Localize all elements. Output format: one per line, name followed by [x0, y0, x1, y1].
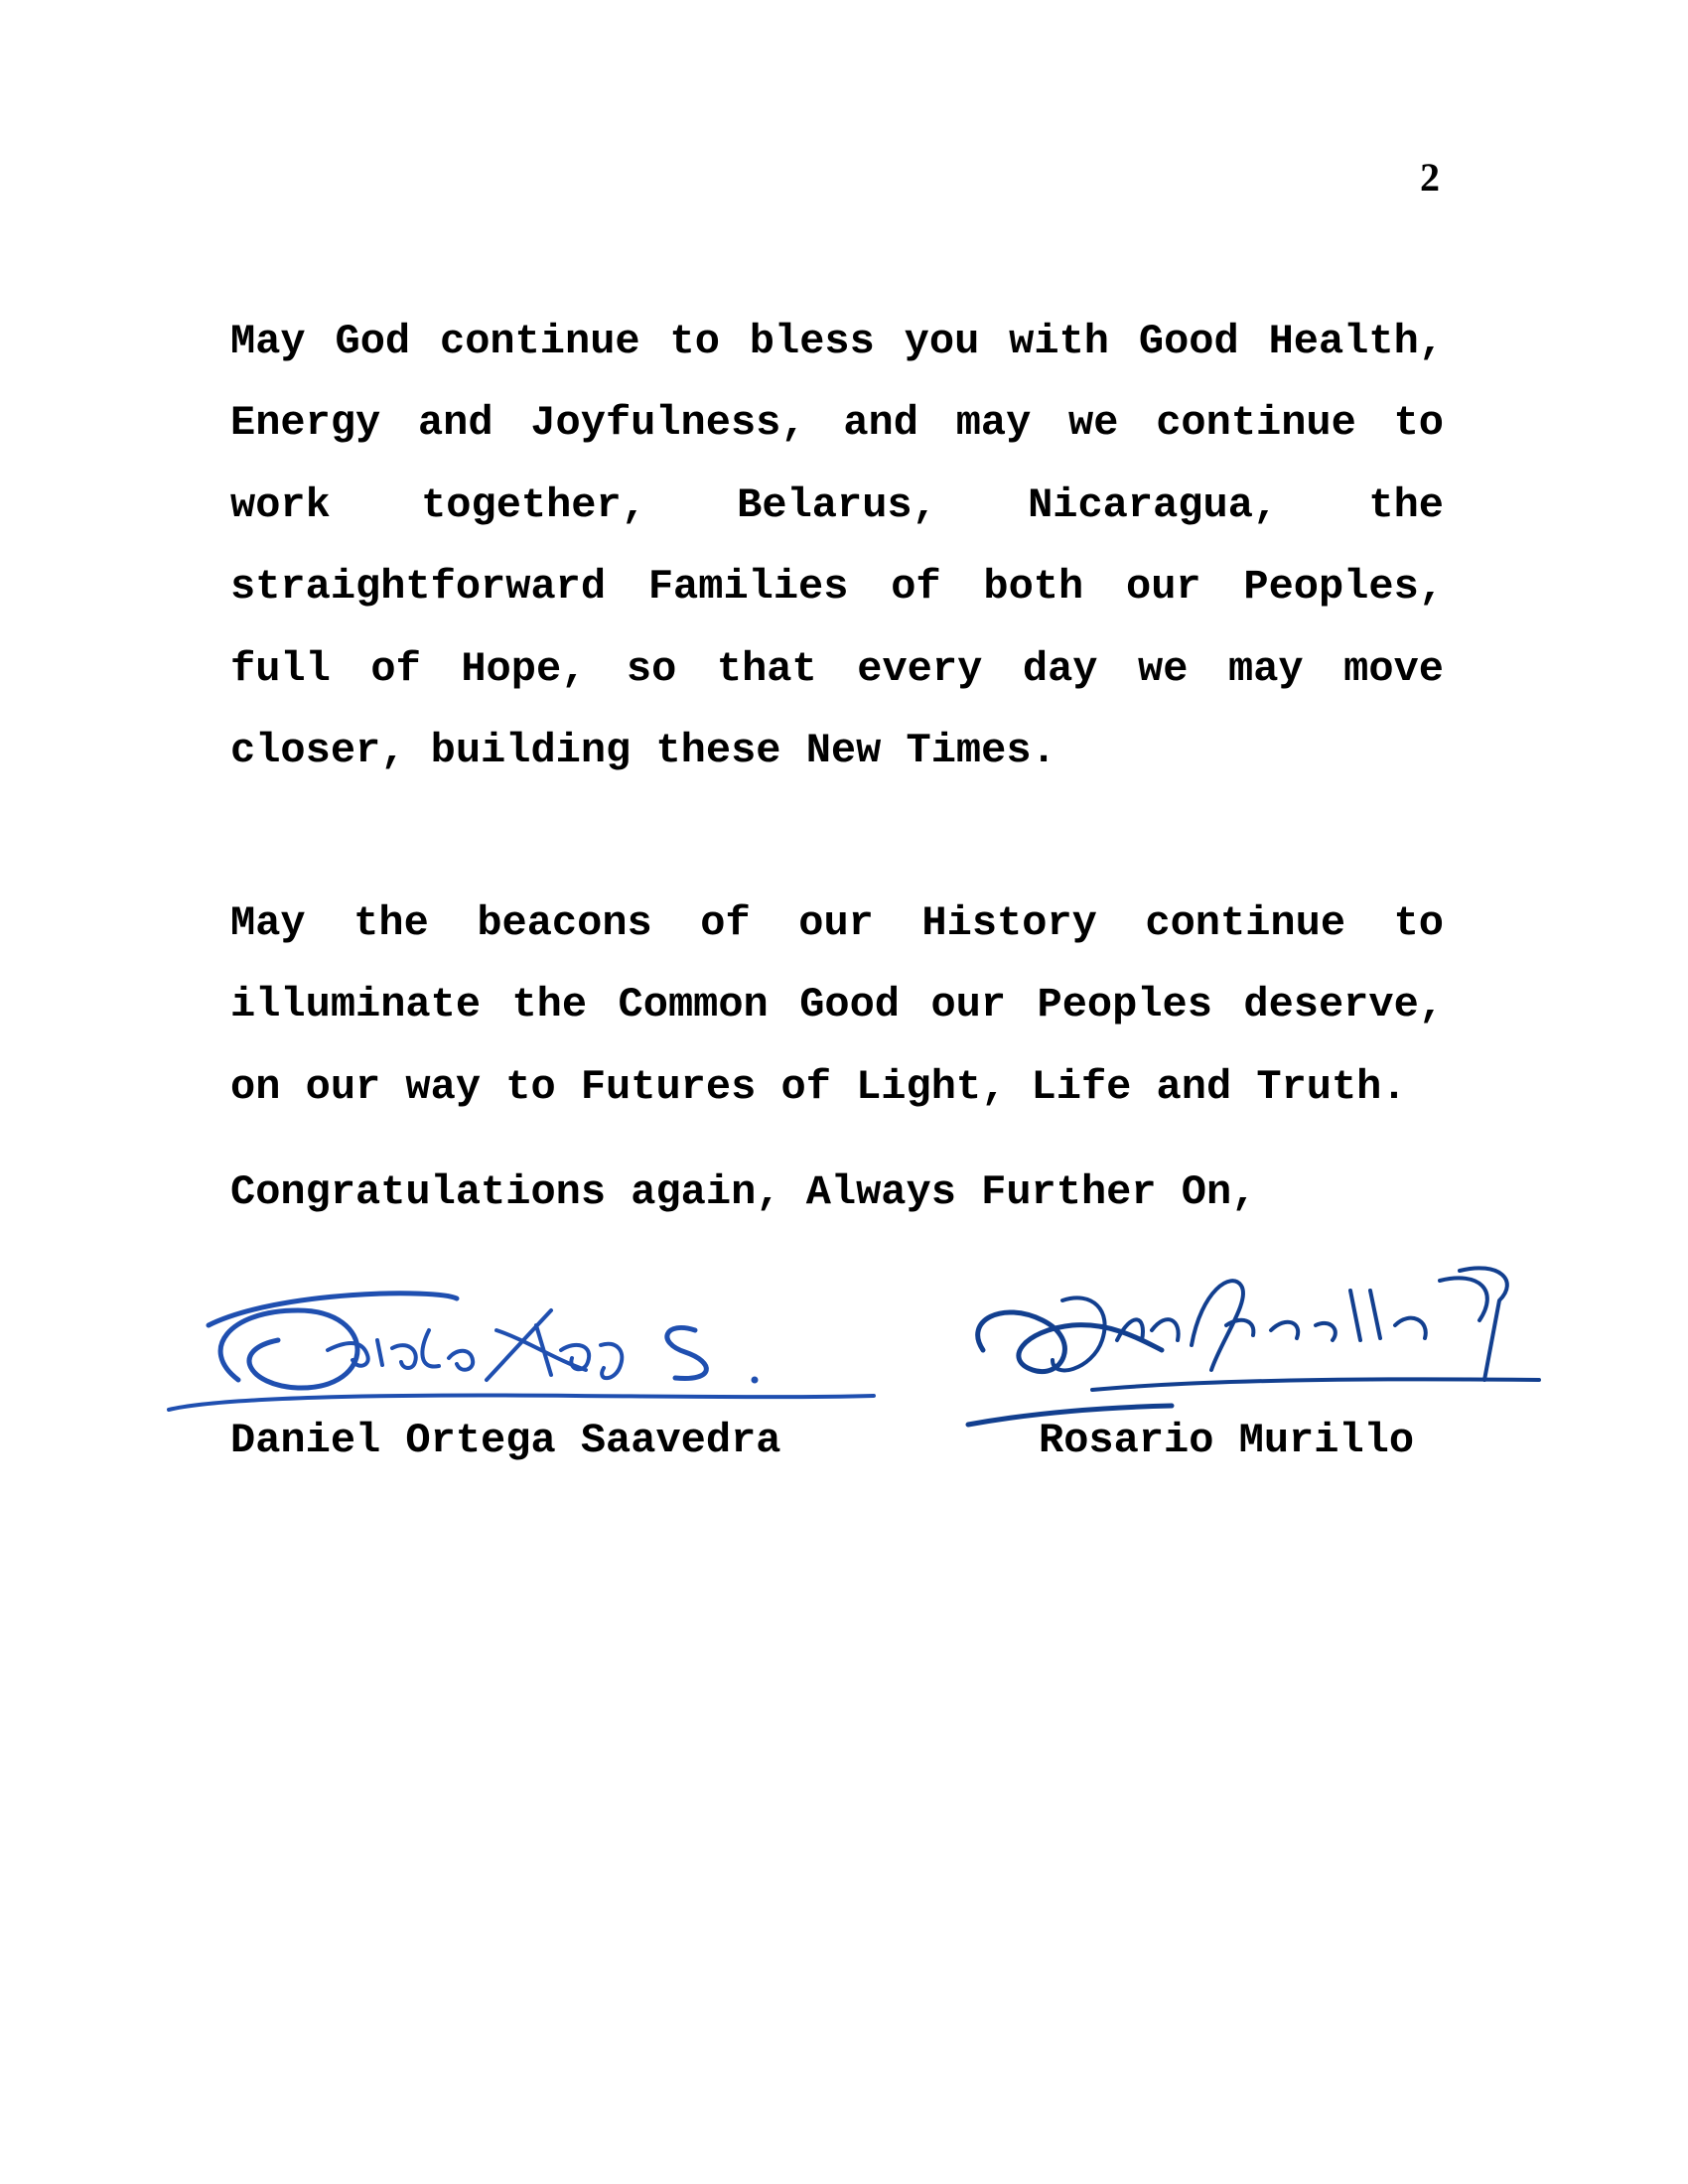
signature-daniel-ortega	[159, 1271, 894, 1430]
signer-name-daniel-ortega: Daniel Ortega Saavedra	[230, 1417, 781, 1464]
page-number: 2	[1420, 155, 1440, 200]
letter-paragraph-2: May the beacons of our History continue to illuminate the Common Good our Peoples deserve, on our way to Futures of Light, Life and Truth.	[230, 899, 1444, 1111]
letter-paragraph-1: May God continue to bless you with Good Health, Energy and Joyfulness, and may we continue to work together, Belarus, Nicaragua, the straightforward Families of both our Peoples, full of Hope, so that every day we may move closer, building these New Times.	[230, 318, 1444, 775]
closing-line: Congratulations again, Always Further On,	[230, 1168, 1257, 1216]
signer-name-rosario-murillo: Rosario Murillo	[1039, 1417, 1415, 1464]
